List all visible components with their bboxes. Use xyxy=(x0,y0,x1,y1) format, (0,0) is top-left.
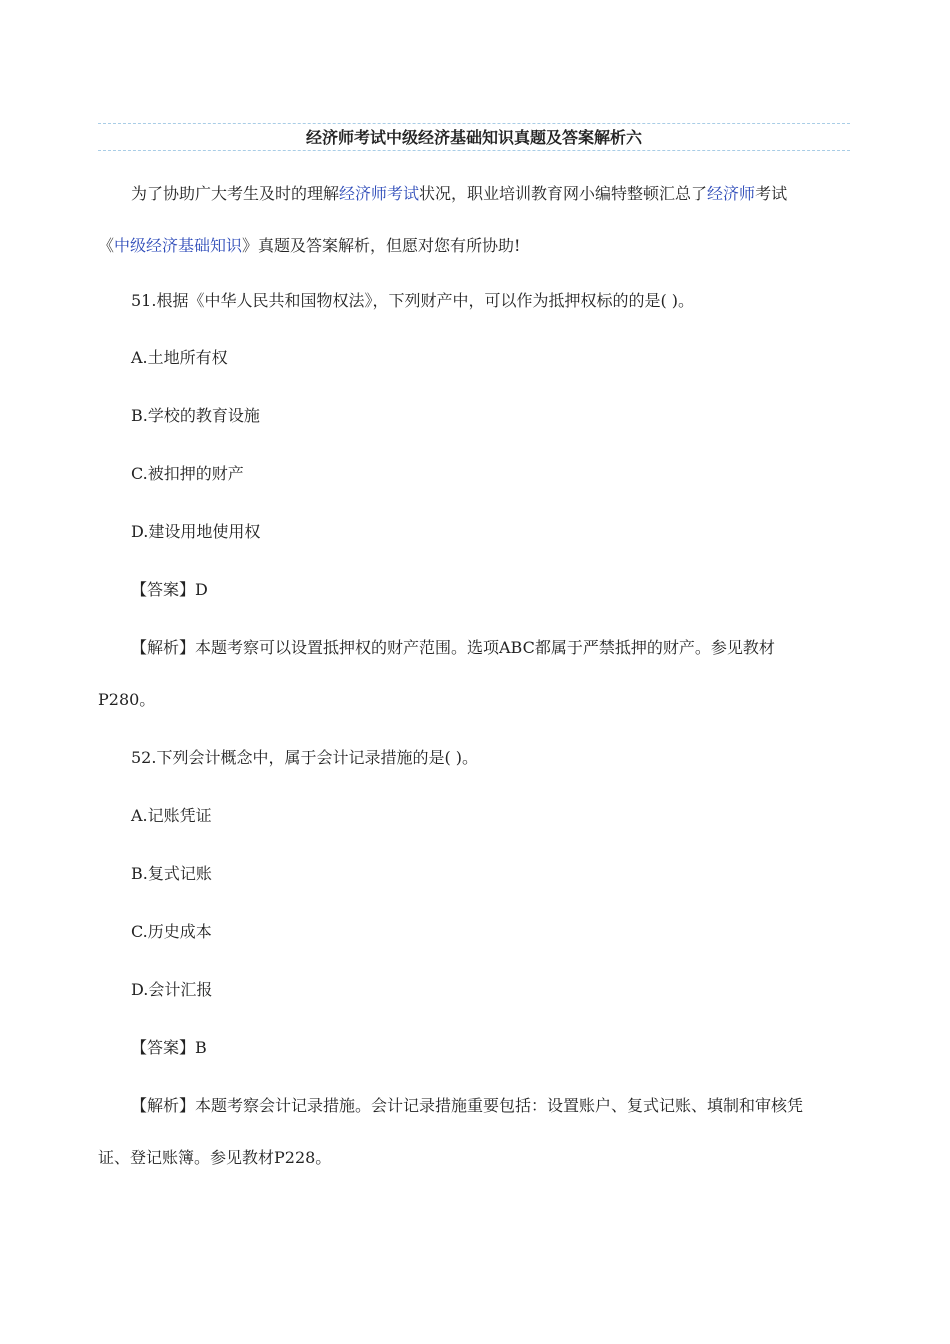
page-title: 经济师考试中级经济基础知识真题及答案解析六 xyxy=(305,128,642,147)
q52-answer: 【答案】B xyxy=(131,1038,207,1057)
intro-text: 状况，职业培训教育网小编特整顿汇总了 xyxy=(419,184,708,203)
q51-option-c: C.被扣押的财产 xyxy=(131,464,244,483)
q52-option-c: C.历史成本 xyxy=(131,922,212,941)
q52-analysis: 【解析】本题考察会计记录措施。会计记录措施重要包括：设置账户、复式记账、填制和审核凭 xyxy=(131,1096,804,1115)
q52-question: 52.下列会计概念中，属于会计记录措施的是( )。 xyxy=(131,748,479,767)
q51-question: 51.根据《中华人民共和国物权法》，下列财产中，可以作为抵押权标的的是( )。 xyxy=(131,291,695,310)
q52-option-a: A.记账凭证 xyxy=(131,806,212,825)
intro-line-2 xyxy=(98,235,520,257)
q51-answer: 【答案】D xyxy=(131,580,208,599)
title-divider-bottom xyxy=(98,150,850,151)
intro-text: 为了协助广大考生及时的理解 xyxy=(131,184,340,203)
q51-option-a: A.土地所有权 xyxy=(131,348,228,367)
q52-option-b: B.复式记账 xyxy=(131,864,212,883)
economist-link[interactable]: 经济师 xyxy=(707,184,756,203)
q52-analysis-cont: 证、登记账簿。参见教材P228。 xyxy=(98,1148,332,1167)
intro-text: 考试 xyxy=(755,184,788,203)
q51-analysis: 【解析】本题考察可以设置抵押权的财产范围。选项ABC都属于严禁抵押的财产。参见教材 xyxy=(131,638,775,657)
title-divider-top xyxy=(98,123,850,124)
subject-link[interactable]: 中级经济基础知识 xyxy=(114,236,243,255)
intro-line-1 xyxy=(131,183,787,205)
q52-option-d: D.会计汇报 xyxy=(131,980,213,999)
intro-text: 《 xyxy=(98,236,115,255)
q51-option-b: B.学校的教育设施 xyxy=(131,406,260,425)
intro-text: 》真题及答案解析，但愿对您有所协助! xyxy=(242,236,521,255)
q51-analysis-cont: P280。 xyxy=(98,690,156,709)
exam-link[interactable]: 经济师考试 xyxy=(339,184,420,203)
q51-option-d: D.建设用地使用权 xyxy=(131,522,261,541)
